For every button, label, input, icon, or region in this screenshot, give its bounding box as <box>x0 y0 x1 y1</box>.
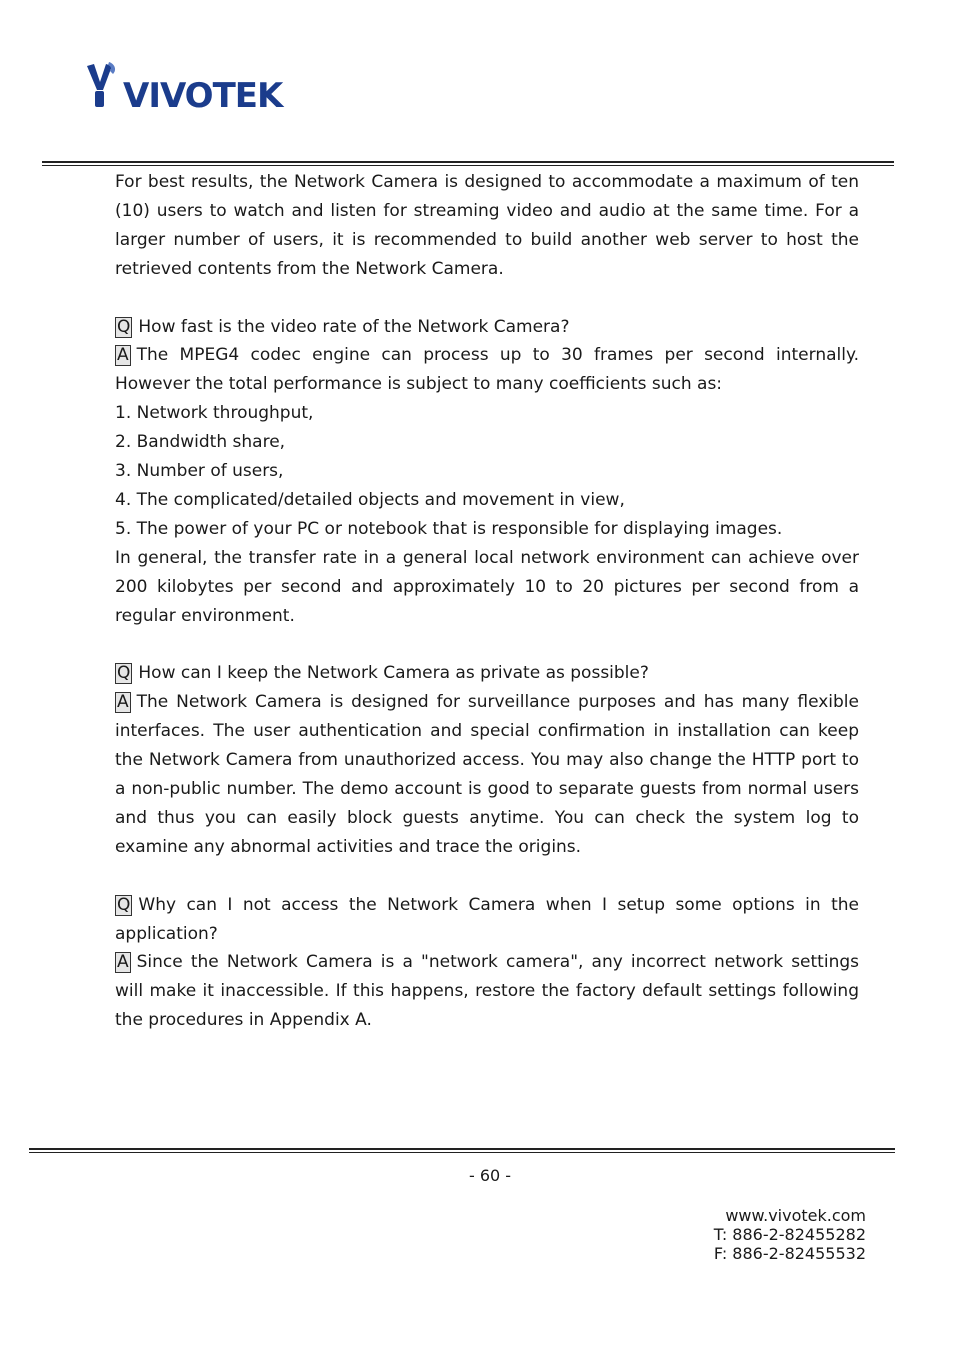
q-mark: Q <box>117 316 131 337</box>
question-2-text: How can I keep the Network Camera as private as possible? <box>138 663 649 684</box>
q-mark: Q <box>117 894 131 915</box>
list-item: 2. Bandwidth share, <box>115 432 286 453</box>
answer-1-tail: In general, the transfer rate in a general local network environment can achieve over 200 kilobytes per second and approximately 10 to 20 pictures per second from a regular environment. <box>115 547 859 626</box>
contact-block <box>714 1206 866 1263</box>
a-mark: A <box>117 345 129 366</box>
answer-3-text: Since the Network Camera is a "network camera", any incorrect network settings will make it inaccessible. If this happens, restore the factory default settings following the procedures in Appendix A. <box>115 952 859 1031</box>
phone-number: T: 886-2-82455282 <box>713 1225 866 1244</box>
answer-1-lead-text: The MPEG4 codec engine can process up to 30 frames per second internally. However the total performance is subject to many coefficients such as: <box>115 345 859 395</box>
list-item: 1. Network throughput, <box>115 403 314 424</box>
answer-1-lead <box>115 341 859 399</box>
a-mark: A <box>117 692 129 713</box>
answer-2-text: The Network Camera is designed for surveillance purposes and has many flexible interfaces. The user authentication and special confirmation in installation can keep the Network Camera from unauthorized access. You may also change the HTTP port to a non-public number. The demo account is good to separate guests from normal users and thus you can easily block guests anytime. You can check the system log to examine any abnormal activities and trace the origins. <box>115 692 859 857</box>
answer-2 <box>115 688 859 861</box>
list-item: 3. Number of users, <box>115 461 284 482</box>
question-1-text: How fast is the video rate of the Network Camera? <box>138 316 570 337</box>
a-mark: A <box>117 952 129 973</box>
question-2 <box>115 659 859 688</box>
page-number: - 60 - <box>468 1166 512 1185</box>
question-3 <box>115 891 859 949</box>
faq-content <box>115 168 859 1035</box>
list-item: 5. The power of your PC or notebook that is responsible for displaying images. <box>115 518 783 539</box>
logo-wordmark: VIVOTEK <box>123 76 283 114</box>
fax-number: F: 886-2-82455532 <box>713 1244 866 1263</box>
footer-rule <box>29 1148 895 1153</box>
vivotek-logo <box>85 60 295 114</box>
question-3-text: Why can I not access the Network Camera when I setup some options in the application? <box>115 894 859 944</box>
answer-3 <box>115 948 859 1035</box>
question-1 <box>115 313 859 342</box>
list-item: 4. The complicated/detailed objects and movement in view, <box>115 489 625 510</box>
q-mark: Q <box>117 663 131 684</box>
website-link: www.vivotek.com <box>725 1206 866 1225</box>
header-rule <box>42 161 894 166</box>
intro-paragraph: For best results, the Network Camera is designed to accommodate a maximum of ten (10) users to watch and listen for streaming video and audio at the same time. For a larger number of users, it is recommended to build another web server to host the retrieved contents from the Network Camera. <box>115 172 859 279</box>
